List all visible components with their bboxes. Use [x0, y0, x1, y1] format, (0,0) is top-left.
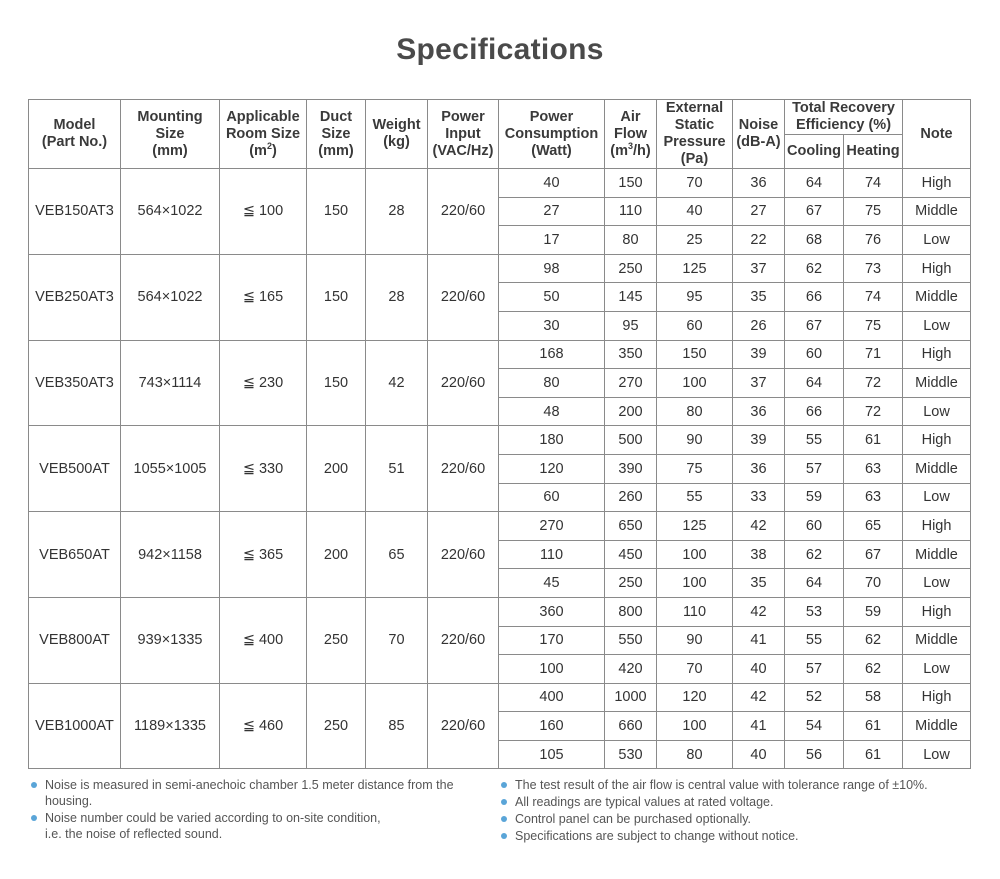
mounting-size-cell: 564×1022: [121, 169, 220, 255]
noise-cell: 36: [733, 454, 785, 483]
heating-efficiency-cell: 73: [844, 254, 903, 283]
air-flow-cell: 250: [605, 254, 657, 283]
footnote: [30, 810, 490, 842]
specifications-table: [28, 99, 971, 769]
cooling-efficiency-cell: 62: [785, 254, 844, 283]
footnote: [500, 811, 980, 827]
footnote: [500, 794, 980, 810]
noise-cell: 27: [733, 197, 785, 226]
cooling-efficiency-cell: 64: [785, 369, 844, 398]
air-flow-cell: 250: [605, 569, 657, 598]
power-consumption-cell: 105: [499, 740, 605, 769]
air-flow-cell: 95: [605, 311, 657, 340]
table-row: [29, 169, 971, 198]
noise-cell: 37: [733, 254, 785, 283]
weight-cell: 85: [366, 683, 428, 769]
power-consumption-cell: 30: [499, 311, 605, 340]
static-pressure-cell: 80: [657, 740, 733, 769]
mounting-size-cell: 939×1335: [121, 597, 220, 683]
heating-efficiency-cell: 65: [844, 512, 903, 541]
table-row: [29, 254, 971, 283]
power-consumption-cell: 170: [499, 626, 605, 655]
bullet-icon: [501, 816, 507, 822]
air-flow-cell: 390: [605, 454, 657, 483]
header-heating: Heating: [844, 135, 903, 169]
room-size-cell: ≦ 330: [220, 426, 307, 512]
air-flow-cell: 200: [605, 397, 657, 426]
cooling-efficiency-cell: 60: [785, 340, 844, 369]
duct-size-cell: 150: [307, 254, 366, 340]
note-cell: Middle: [903, 197, 971, 226]
footnote-text: The test result of the air flow is central value with tolerance range of ±10%.: [515, 778, 928, 792]
header-duct-size: Duct Size (mm): [307, 100, 366, 169]
heating-efficiency-cell: 61: [844, 712, 903, 741]
noise-cell: 39: [733, 426, 785, 455]
note-cell: Middle: [903, 454, 971, 483]
model-cell: VEB350AT3: [29, 340, 121, 426]
heating-efficiency-cell: 72: [844, 369, 903, 398]
air-flow-cell: 550: [605, 626, 657, 655]
weight-cell: 51: [366, 426, 428, 512]
note-cell: Middle: [903, 369, 971, 398]
power-consumption-cell: 180: [499, 426, 605, 455]
power-input-cell: 220/60: [428, 254, 499, 340]
air-flow-cell: 150: [605, 169, 657, 198]
footnote-text: Noise number could be varied according to on-site condition,: [45, 811, 381, 825]
static-pressure-cell: 80: [657, 397, 733, 426]
power-consumption-cell: 60: [499, 483, 605, 512]
static-pressure-cell: 110: [657, 597, 733, 626]
room-size-cell: ≦ 165: [220, 254, 307, 340]
heating-efficiency-cell: 63: [844, 483, 903, 512]
weight-cell: 28: [366, 254, 428, 340]
noise-cell: 40: [733, 655, 785, 684]
static-pressure-cell: 95: [657, 283, 733, 312]
table-row: [29, 340, 971, 369]
header-room-size: Applicable Room Size $(m^2)$: [220, 100, 307, 169]
air-flow-cell: 800: [605, 597, 657, 626]
note-cell: Middle: [903, 540, 971, 569]
static-pressure-cell: 150: [657, 340, 733, 369]
power-input-cell: 220/60: [428, 340, 499, 426]
power-consumption-cell: 48: [499, 397, 605, 426]
air-flow-cell: 145: [605, 283, 657, 312]
bullet-icon: [501, 833, 507, 839]
noise-cell: 42: [733, 683, 785, 712]
duct-size-cell: 200: [307, 426, 366, 512]
footnote-text: Noise is measured in semi-anechoic chamber 1.5 meter distance from the: [45, 778, 454, 792]
cooling-efficiency-cell: 55: [785, 626, 844, 655]
air-flow-cell: 270: [605, 369, 657, 398]
header-weight: Weight (kg): [366, 100, 428, 169]
weight-cell: 42: [366, 340, 428, 426]
static-pressure-cell: 60: [657, 311, 733, 340]
power-input-cell: 220/60: [428, 426, 499, 512]
cooling-efficiency-cell: 52: [785, 683, 844, 712]
static-pressure-cell: 100: [657, 540, 733, 569]
footnote: [500, 828, 980, 844]
power-input-cell: 220/60: [428, 512, 499, 598]
duct-size-cell: 250: [307, 683, 366, 769]
power-consumption-cell: 17: [499, 226, 605, 255]
cooling-efficiency-cell: 62: [785, 540, 844, 569]
note-cell: Low: [903, 226, 971, 255]
power-input-cell: 220/60: [428, 169, 499, 255]
note-cell: Low: [903, 655, 971, 684]
noise-cell: 36: [733, 169, 785, 198]
heating-efficiency-cell: 62: [844, 655, 903, 684]
header-external-static-pressure: External Static Pressure (Pa): [657, 100, 733, 169]
table-row: [29, 512, 971, 541]
air-flow-cell: 530: [605, 740, 657, 769]
heating-efficiency-cell: 74: [844, 283, 903, 312]
heating-efficiency-cell: 75: [844, 197, 903, 226]
table-row: [29, 426, 971, 455]
cooling-efficiency-cell: 53: [785, 597, 844, 626]
note-cell: Low: [903, 740, 971, 769]
noise-cell: 37: [733, 369, 785, 398]
power-consumption-cell: 400: [499, 683, 605, 712]
static-pressure-cell: 100: [657, 712, 733, 741]
footnote-text: Control panel can be purchased optionally.: [515, 812, 752, 826]
header-cooling: Cooling: [785, 135, 844, 169]
noise-cell: 41: [733, 626, 785, 655]
table-body: [29, 169, 971, 769]
air-flow-cell: 1000: [605, 683, 657, 712]
note-cell: Low: [903, 569, 971, 598]
footnote: [500, 777, 980, 793]
heating-efficiency-cell: 61: [844, 426, 903, 455]
heating-efficiency-cell: 67: [844, 540, 903, 569]
static-pressure-cell: 90: [657, 626, 733, 655]
duct-size-cell: 200: [307, 512, 366, 598]
power-consumption-cell: 45: [499, 569, 605, 598]
note-cell: Low: [903, 397, 971, 426]
static-pressure-cell: 75: [657, 454, 733, 483]
header-power-consumption: Power Consumption (Watt): [499, 100, 605, 169]
footnote: [30, 777, 490, 809]
cooling-efficiency-cell: 66: [785, 283, 844, 312]
room-size-cell: ≦ 100: [220, 169, 307, 255]
model-cell: VEB150AT3: [29, 169, 121, 255]
mounting-size-cell: 1055×1005: [121, 426, 220, 512]
heating-efficiency-cell: 75: [844, 311, 903, 340]
cooling-efficiency-cell: 64: [785, 569, 844, 598]
noise-cell: 42: [733, 512, 785, 541]
cooling-efficiency-cell: 57: [785, 454, 844, 483]
bullet-icon: [501, 782, 507, 788]
duct-size-cell: 150: [307, 340, 366, 426]
noise-cell: 33: [733, 483, 785, 512]
notes-right: [500, 777, 980, 845]
model-cell: VEB1000AT: [29, 683, 121, 769]
power-consumption-cell: 40: [499, 169, 605, 198]
cooling-efficiency-cell: 68: [785, 226, 844, 255]
static-pressure-cell: 120: [657, 683, 733, 712]
static-pressure-cell: 100: [657, 569, 733, 598]
cooling-efficiency-cell: 67: [785, 311, 844, 340]
noise-cell: 26: [733, 311, 785, 340]
heating-efficiency-cell: 62: [844, 626, 903, 655]
model-cell: VEB500AT: [29, 426, 121, 512]
heating-efficiency-cell: 71: [844, 340, 903, 369]
noise-cell: 35: [733, 569, 785, 598]
cooling-efficiency-cell: 57: [785, 655, 844, 684]
heating-efficiency-cell: 63: [844, 454, 903, 483]
cooling-efficiency-cell: 54: [785, 712, 844, 741]
mounting-size-cell: 1189×1335: [121, 683, 220, 769]
heating-efficiency-cell: 59: [844, 597, 903, 626]
weight-cell: 28: [366, 169, 428, 255]
heating-efficiency-cell: 74: [844, 169, 903, 198]
static-pressure-cell: 70: [657, 655, 733, 684]
air-flow-cell: 660: [605, 712, 657, 741]
duct-size-cell: 150: [307, 169, 366, 255]
bullet-icon: [31, 782, 37, 788]
note-cell: Low: [903, 311, 971, 340]
power-input-cell: 220/60: [428, 597, 499, 683]
mounting-size-cell: 942×1158: [121, 512, 220, 598]
duct-size-cell: 250: [307, 597, 366, 683]
static-pressure-cell: 40: [657, 197, 733, 226]
mounting-size-cell: 564×1022: [121, 254, 220, 340]
note-cell: Middle: [903, 712, 971, 741]
room-size-cell: ≦ 460: [220, 683, 307, 769]
air-flow-cell: 420: [605, 655, 657, 684]
power-consumption-cell: 270: [499, 512, 605, 541]
noise-cell: 22: [733, 226, 785, 255]
table-row: [29, 683, 971, 712]
static-pressure-cell: 125: [657, 512, 733, 541]
noise-cell: 39: [733, 340, 785, 369]
footnote-text: housing.: [45, 794, 93, 808]
power-consumption-cell: 160: [499, 712, 605, 741]
note-cell: Low: [903, 483, 971, 512]
air-flow-cell: 260: [605, 483, 657, 512]
noise-cell: 38: [733, 540, 785, 569]
cooling-efficiency-cell: 59: [785, 483, 844, 512]
cooling-efficiency-cell: 64: [785, 169, 844, 198]
header-total-recovery-efficiency: Total Recovery Efficiency (%): [785, 100, 903, 135]
power-consumption-cell: 110: [499, 540, 605, 569]
static-pressure-cell: 90: [657, 426, 733, 455]
power-consumption-cell: 80: [499, 369, 605, 398]
noise-cell: 35: [733, 283, 785, 312]
air-flow-cell: 350: [605, 340, 657, 369]
noise-cell: 41: [733, 712, 785, 741]
bullet-icon: [501, 799, 507, 805]
power-consumption-cell: 100: [499, 655, 605, 684]
weight-cell: 70: [366, 597, 428, 683]
note-cell: High: [903, 512, 971, 541]
note-cell: High: [903, 426, 971, 455]
cooling-efficiency-cell: 67: [785, 197, 844, 226]
note-cell: Middle: [903, 283, 971, 312]
page-title: Specifications: [396, 33, 604, 66]
note-cell: High: [903, 597, 971, 626]
heating-efficiency-cell: 72: [844, 397, 903, 426]
header-noise: Noise (dB-A): [733, 100, 785, 169]
footnote-text: Specifications are subject to change without notice.: [515, 829, 799, 843]
table-row: [29, 597, 971, 626]
cooling-efficiency-cell: 66: [785, 397, 844, 426]
power-consumption-cell: 168: [499, 340, 605, 369]
heating-efficiency-cell: 61: [844, 740, 903, 769]
air-flow-cell: 650: [605, 512, 657, 541]
note-cell: High: [903, 683, 971, 712]
notes-left: [30, 777, 490, 843]
header-power-input: Power Input (VAC/Hz): [428, 100, 499, 169]
noise-cell: 42: [733, 597, 785, 626]
air-flow-cell: 500: [605, 426, 657, 455]
bullet-icon: [31, 815, 37, 821]
power-consumption-cell: 98: [499, 254, 605, 283]
noise-cell: 36: [733, 397, 785, 426]
static-pressure-cell: 70: [657, 169, 733, 198]
cooling-efficiency-cell: 60: [785, 512, 844, 541]
air-flow-cell: 80: [605, 226, 657, 255]
power-consumption-cell: 360: [499, 597, 605, 626]
power-consumption-cell: 50: [499, 283, 605, 312]
air-flow-cell: 110: [605, 197, 657, 226]
power-consumption-cell: 27: [499, 197, 605, 226]
model-cell: VEB250AT3: [29, 254, 121, 340]
cooling-efficiency-cell: 56: [785, 740, 844, 769]
power-consumption-cell: 120: [499, 454, 605, 483]
model-cell: VEB800AT: [29, 597, 121, 683]
room-size-cell: ≦ 400: [220, 597, 307, 683]
note-cell: Middle: [903, 626, 971, 655]
power-input-cell: 220/60: [428, 683, 499, 769]
air-flow-cell: 450: [605, 540, 657, 569]
header-model: Model (Part No.): [29, 100, 121, 169]
heating-efficiency-cell: 70: [844, 569, 903, 598]
mounting-size-cell: 743×1114: [121, 340, 220, 426]
heating-efficiency-cell: 58: [844, 683, 903, 712]
static-pressure-cell: 25: [657, 226, 733, 255]
note-cell: High: [903, 169, 971, 198]
header-note: Note: [903, 100, 971, 169]
weight-cell: 65: [366, 512, 428, 598]
heating-efficiency-cell: 76: [844, 226, 903, 255]
note-cell: High: [903, 340, 971, 369]
static-pressure-cell: 100: [657, 369, 733, 398]
footnote-text: i.e. the noise of reflected sound.: [45, 827, 223, 841]
static-pressure-cell: 55: [657, 483, 733, 512]
header-air-flow: Air Flow $(m^3/h)$: [605, 100, 657, 169]
header-mounting-size: Mounting Size (mm): [121, 100, 220, 169]
footnote-text: All readings are typical values at rated voltage.: [515, 795, 774, 809]
room-size-cell: ≦ 230: [220, 340, 307, 426]
model-cell: VEB650AT: [29, 512, 121, 598]
static-pressure-cell: 125: [657, 254, 733, 283]
noise-cell: 40: [733, 740, 785, 769]
cooling-efficiency-cell: 55: [785, 426, 844, 455]
room-size-cell: ≦ 365: [220, 512, 307, 598]
note-cell: High: [903, 254, 971, 283]
